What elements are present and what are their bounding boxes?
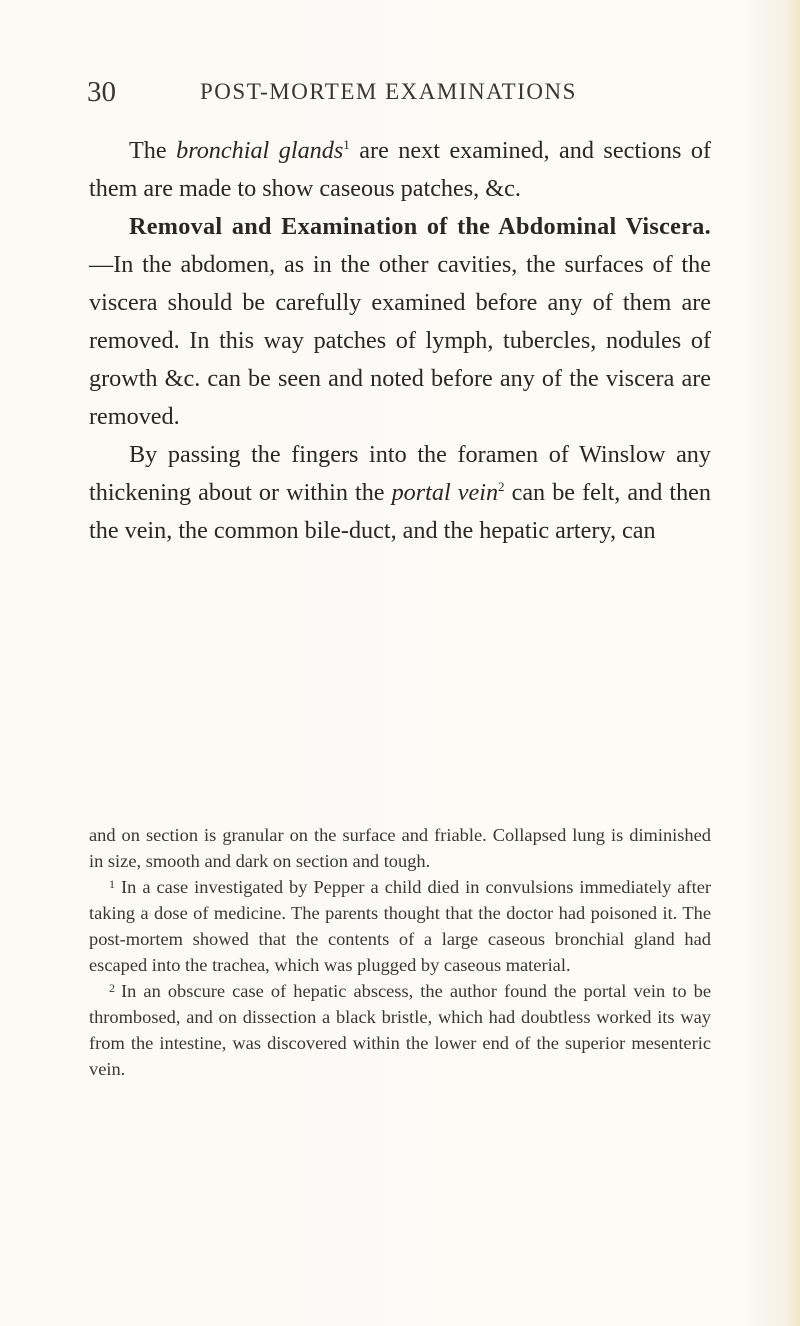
paragraph-text: are next examined, and sections of them are made to show caseous patches, &c. bbox=[89, 137, 712, 202]
page-edge-shadow bbox=[786, 0, 800, 1326]
footnote-mark: 2 bbox=[109, 981, 115, 995]
running-title: POST-MORTEM EXAMINATIONS bbox=[200, 79, 577, 104]
page-header bbox=[87, 76, 727, 116]
footnote-text: In an obscure case of hepatic abscess, the author found the portal vein to be thrombosed, and on dissection a black bristle, which had doubtless worked its way from the intestine, was discovered within the lower end of the superior mesenteric vein. bbox=[89, 981, 711, 1079]
paragraph-text: —In the abdomen, as in the other cavities, the surfaces of the viscera should be carefully examined before any of them are removed. In this way patches of lymph, tubercles, nodules of growth &c. can be seen and noted before any of the viscera are removed. bbox=[89, 251, 711, 430]
paragraph-bronchial-glands bbox=[89, 132, 711, 208]
footnote-text: In a case investigated by Pepper a child died in convulsions immediately after taking a dose of medicine. The parents thought that the doctor had poisoned it. The post-mortem showed that the contents of a large caseous bronchial gland had escaped into the trachea, which was plugged by caseous material. bbox=[89, 877, 711, 975]
section-heading: Removal and Examination of the Abdominal Viscera. bbox=[129, 213, 711, 240]
paragraph-portal-vein bbox=[89, 436, 711, 550]
paragraph-abdominal-viscera bbox=[89, 208, 711, 436]
page-number: 30 bbox=[87, 76, 116, 108]
footnote-mark: 1 bbox=[109, 877, 115, 891]
italic-term: bronchial glands bbox=[176, 137, 344, 164]
main-text bbox=[89, 132, 711, 550]
italic-term: portal vein bbox=[391, 479, 499, 506]
footnote-ref: 1 bbox=[343, 137, 350, 152]
paragraph-text: The bbox=[129, 137, 177, 164]
footnote-1 bbox=[89, 874, 711, 978]
footnote-ref: 2 bbox=[498, 479, 505, 494]
paragraph-text: can be felt, and then the vein, the common bile-duct, and the hepatic artery, can bbox=[89, 479, 711, 544]
footnotes bbox=[89, 822, 711, 1082]
footnote-continued: and on section is granular on the surface and friable. Collapsed lung is diminished in size, smooth and dark on section and tough. bbox=[89, 825, 711, 871]
paragraph-text: By passing the fingers into the foramen of Winslow any thickening about or within the bbox=[89, 441, 711, 506]
footnote-2 bbox=[89, 978, 711, 1082]
